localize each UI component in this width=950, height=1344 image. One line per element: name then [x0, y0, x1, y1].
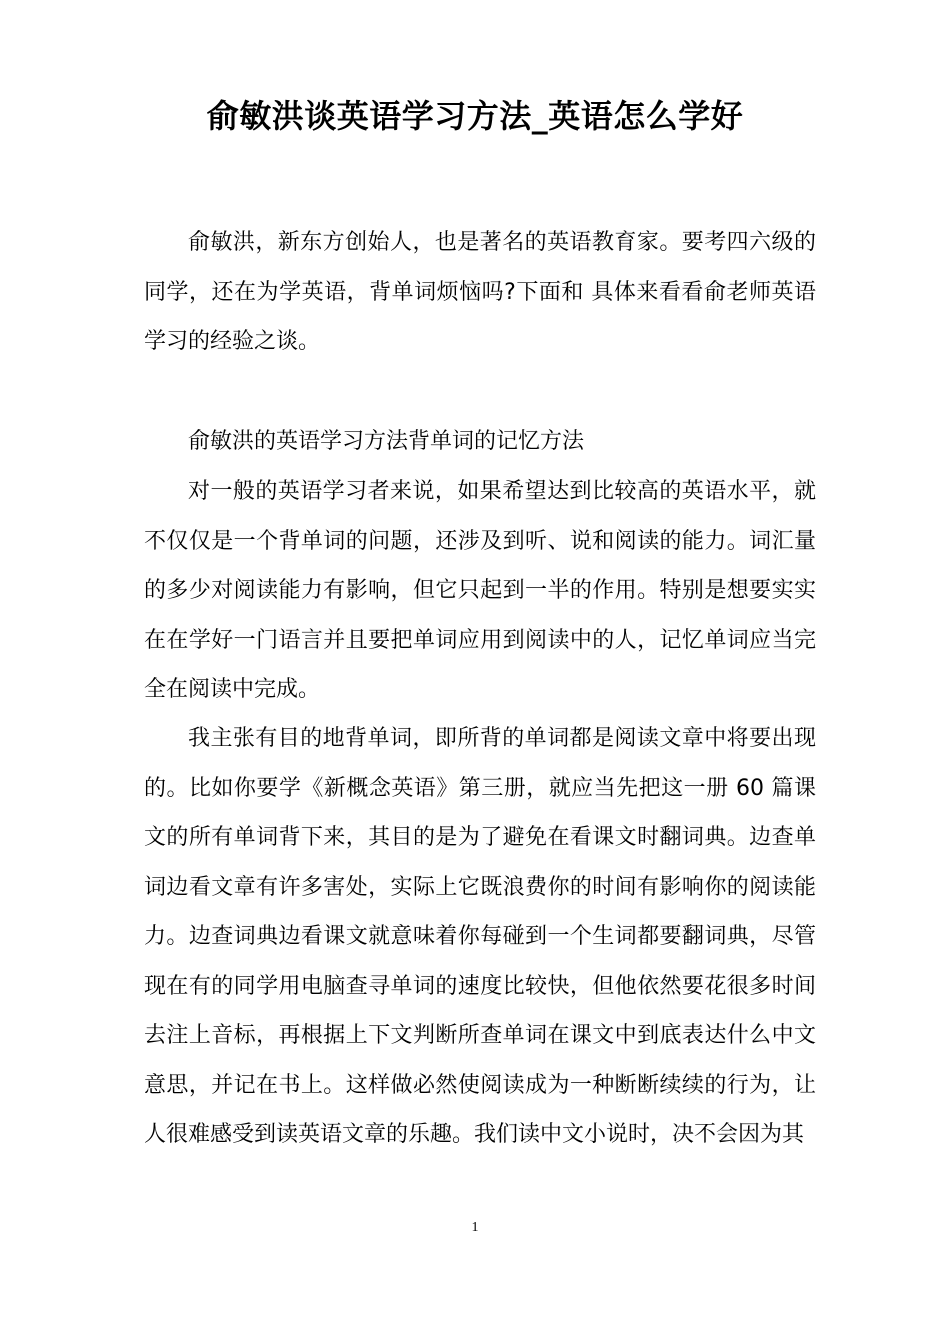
intro-paragraph: 俞敏洪，新东方创始人，也是著名的英语教育家。要考四六级的同学，还在为学英语，背单词烦恼吗?下面和 具体来看看俞老师英语学习的经验之谈。: [144, 230, 816, 354]
body-paragraph: 我主张有目的地背单词，即所背的单词都是阅读文章中将要出现的。比如你要学《新概念英语》第三册，就应当先把这一册 60 篇课文的所有单词背下来，其目的是为了避免在看课文时翻词典。边查单词边看文章有许多害处，实际上它既浪费你的时间有影响你的阅读能力。边查词典边看课文就意味着你每碰到一个生词都要翻词典，尽管现在有的同学用电脑查寻单词的速度比较快，但他依然要花很多时间去注上音标，再根据上下文判断所查单词在课文中到底表达什么中文意思，并记在书上。这样做必然使阅读成为一种断断续续的行为，让人很难感受到读英语文章的乐趣。我们读中文小说时，决不会因为其: [144, 726, 816, 1147]
section-heading: 俞敏洪的英语学习方法背单词的记忆方法: [188, 429, 585, 454]
document-title: 俞敏洪谈英语学习方法_英语怎么学好: [206, 97, 744, 135]
page-number: 1: [471, 1220, 479, 1235]
body-paragraph: 对一般的英语学习者来说，如果希望达到比较高的英语水平，就不仅仅是一个背单词的问题，还涉及到听、说和阅读的能力。词汇量的多少对阅读能力有影响，但它只起到一半的作用。特别是想要实实在在学好一门语言并且要把单词应用到阅读中的人，记忆单词应当完全在阅读中完成。: [144, 479, 816, 702]
